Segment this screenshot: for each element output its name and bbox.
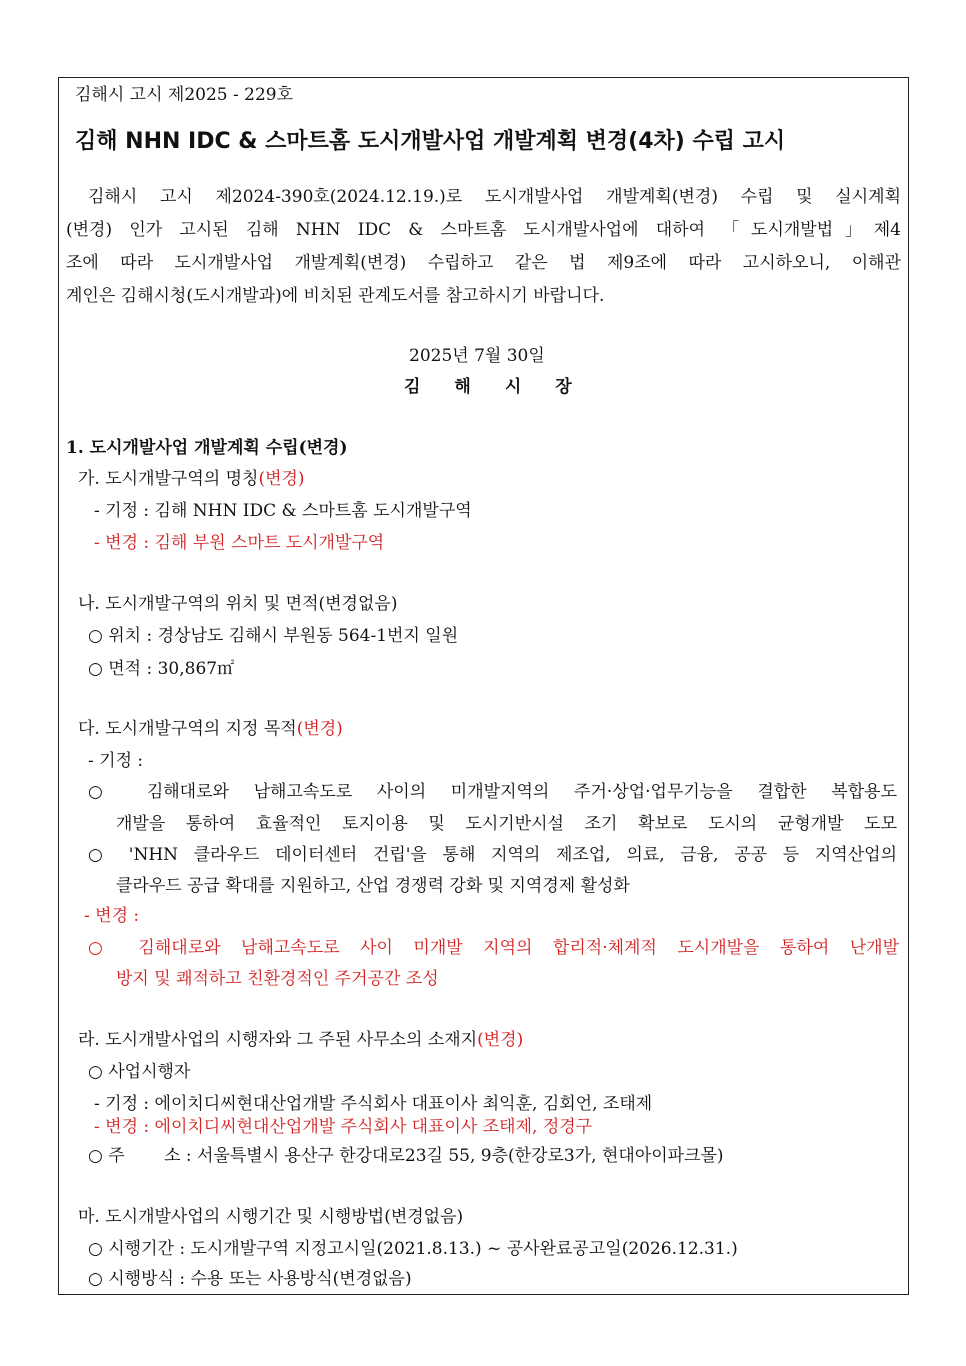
section-1-heading: 1. 도시개발사업 개발계획 수립(변경) [66,438,348,458]
intro-line-3: 조에 따라 도시개발사업 개발계획(변경) 수립하고 같은 법 제9조에 따라 고시하오니, 이해관 [66,253,901,273]
da-before-item-1b: 개발을 통하여 효율적인 토지이용 및 도시기반시설 조기 확보로 도시의 균형개발 도모 [116,814,897,834]
na-area: ○ 면적 : 30,867㎡ [88,659,235,679]
ma-method: ○ 시행방식 : 수용 또는 사용방식(변경없음) [88,1269,412,1289]
ga-after: - 변경 : 김해 부원 스마트 도시개발구역 [94,533,385,553]
da-before-item-1a: ○ 김해대로와 남해고속도로 사이의 미개발지역의 주거·상업·업무기능을 결합한 복합용도 [88,782,897,802]
ra-address: ○ 주 소 : 서울특별시 용산구 한강대로23길 55, 9층(한강로3가, 현대아이파크몰) [88,1146,724,1166]
intro-line-4: 계인은 김해시청(도시개발과)에 비치된 관계도서를 참고하시기 바랍니다. [66,286,605,306]
da-after-item-1b: 방지 및 쾌적하고 친환경적인 주거공간 조성 [116,969,439,989]
notice-number: 김해시 고시 제2025 - 229호 [75,85,294,105]
da-before-label: - 기정 : [88,751,144,771]
intro-line-1: 김해시 고시 제2024-390호(2024.12.19.)로 도시개발사업 개발계획(변경) 수립 및 실시계획 [88,187,901,207]
da-before-item-2a: ○ 'NHN 클라우드 데이터센터 건립'을 통해 지역의 제조업, 의료, 금융, 공공 등 지역산업의 [88,845,897,865]
ga-before: - 기정 : 김해 NHN IDC & 스마트홈 도시개발구역 [94,501,472,521]
ma-heading: 마. 도시개발사업의 시행기간 및 시행방법(변경없음) [78,1207,464,1227]
intro-line-2: (변경) 인가 고시된 김해 NHN IDC & 스마트홈 도시개발사업에 대하여 「도시개발법」제4 [66,220,901,240]
da-after-label: - 변경 : [84,906,140,926]
issuer: 김 해 시 장 [404,377,572,397]
ma-period: ○ 시행기간 : 도시개발구역 지정고시일(2021.8.13.) ~ 공사완료공고일(2026.12.31.) [88,1239,738,1259]
ra-before: - 기정 : 에이치디씨현대산업개발 주식회사 대표이사 최익훈, 김회언, 조태제 [94,1094,653,1114]
da-heading: 다. 도시개발구역의 지정 목적(변경) [78,719,343,739]
na-location: ○ 위치 : 경상남도 김해시 부원동 564-1번지 일원 [88,626,459,646]
notice-title: 김해 NHN IDC & 스마트홈 도시개발사업 개발계획 변경(4차) 수립 고시 [75,129,786,154]
da-before-item-2b: 클라우드 공급 확대를 지원하고, 산업 경쟁력 강화 및 지역경제 활성화 [116,876,630,896]
da-after-item-1a: ○ 김해대로와 남해고속도로 사이 미개발 지역의 합리적·체계적 도시개발을 통하여 난개발 [88,938,899,958]
notice-date: 2025년 7월 30일 [409,346,545,366]
ra-heading: 라. 도시개발사업의 시행자와 그 주된 사무소의 소재지(변경) [78,1030,524,1050]
ga-heading: 가. 도시개발구역의 명칭(변경) [78,469,305,489]
ra-operator: ○ 사업시행자 [88,1062,191,1082]
ra-after: - 변경 : 에이치디씨현대산업개발 주식회사 대표이사 조태제, 정경구 [94,1117,593,1137]
na-heading: 나. 도시개발구역의 위치 및 면적(변경없음) [78,594,398,614]
